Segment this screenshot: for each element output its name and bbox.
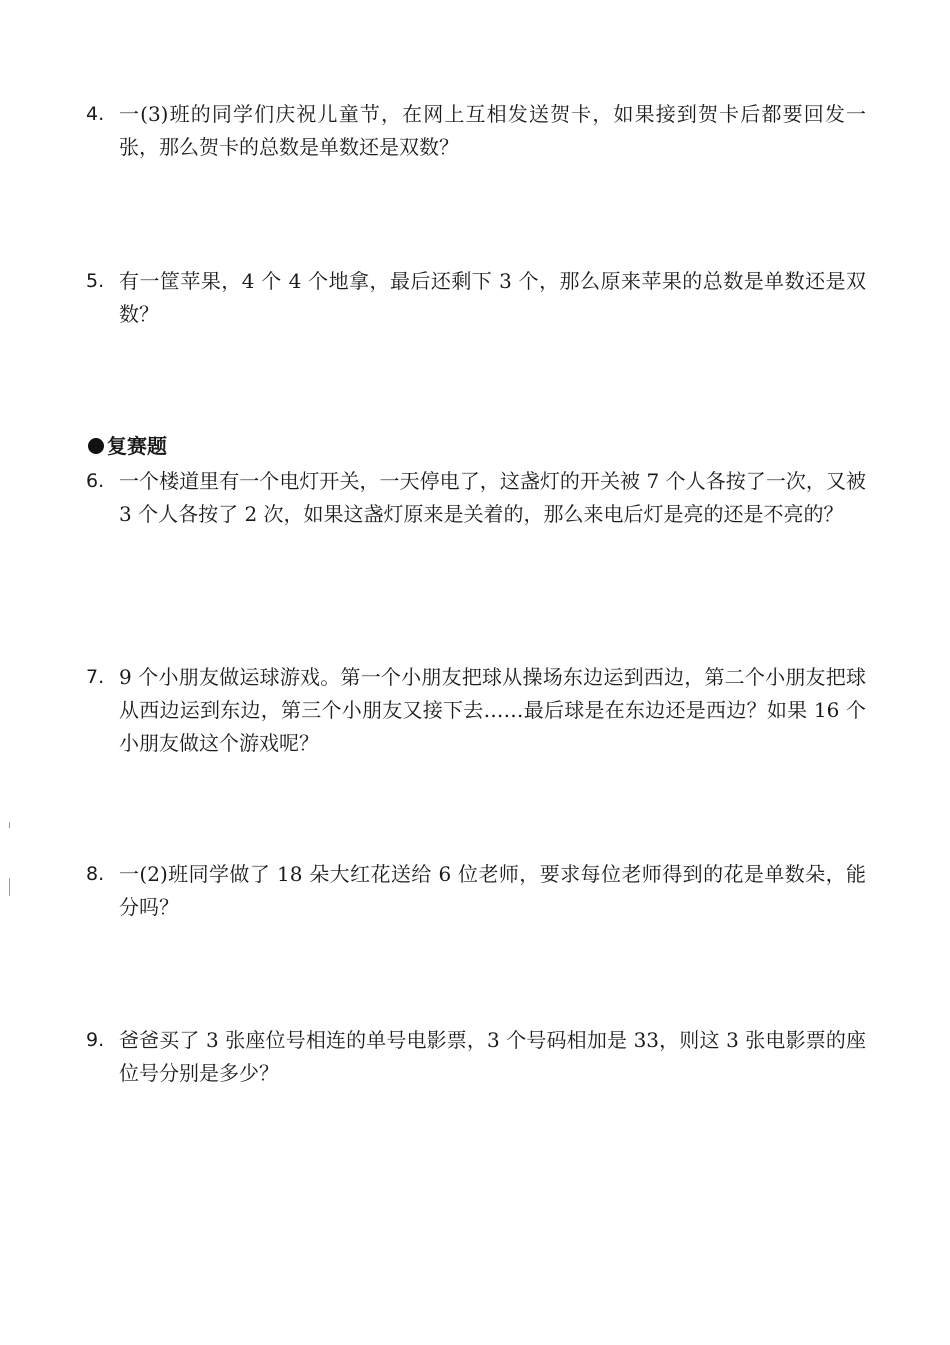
section-title: 复赛题 [107,434,167,458]
problem-text: 有一筐苹果，4 个 4 个地拿，最后还剩下 3 个，那么原来苹果的总数是单数还是双数？ [119,269,866,326]
problem-number: 4. [86,103,105,125]
problem-8 [86,858,866,924]
problem-number: 7. [86,666,105,688]
scan-mark [9,878,10,896]
problem-text: 一(3)班的同学们庆祝儿童节，在网上互相发送贺卡，如果接到贺卡后都要回发一张，那么贺卡的总数是单数还是双数？ [119,102,866,159]
problem-7 [86,661,866,760]
problem-9 [86,1024,866,1090]
problem-6 [86,465,866,531]
problem-number: 5. [86,270,105,292]
bullet-icon [88,438,104,454]
problem-number: 9. [86,1029,105,1051]
problem-number: 8. [86,863,105,885]
problem-4 [86,98,866,164]
problem-text: 9 个小朋友做运球游戏。第一个小朋友把球从操场东边运到西边，第二个小朋友把球从西边运到东边，第三个小朋友又接下去……最后球是在东边还是西边？如果 16 个小朋友做这个游戏呢？ [119,665,866,755]
problem-5 [86,265,866,331]
problem-text: 一个楼道里有一个电灯开关，一天停电了，这盏灯的开关被 7 个人各按了一次，又被 3 个人各按了 2 次，如果这盏灯原来是关着的，那么来电后灯是亮的还是不亮的？ [119,469,866,526]
section-heading [88,432,167,460]
scan-mark [9,822,10,828]
problem-text: 一(2)班同学做了 18 朵大红花送给 6 位老师，要求每位老师得到的花是单数朵，能分吗？ [119,862,866,919]
problem-number: 6. [86,470,105,492]
problem-text: 爸爸买了 3 张座位号相连的单号电影票，3 个号码相加是 33，则这 3 张电影票的座位号分别是多少？ [119,1028,866,1085]
